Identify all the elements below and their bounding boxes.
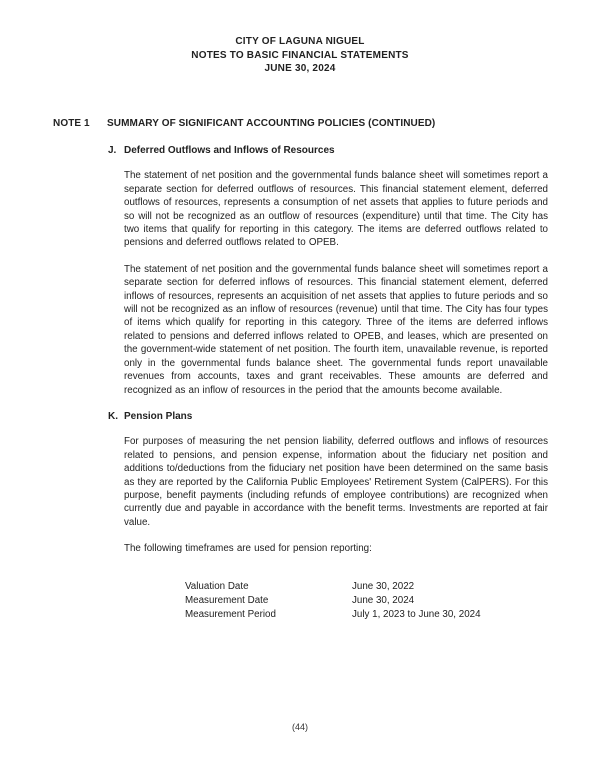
document-header bbox=[0, 35, 600, 76]
timeframe-row bbox=[185, 594, 548, 608]
section-k-letter: K. bbox=[108, 410, 118, 422]
note-title: SUMMARY OF SIGNIFICANT ACCOUNTING POLICIES (CONTINUED) bbox=[107, 118, 436, 129]
note-label: NOTE 1 bbox=[53, 118, 90, 129]
paragraph: For purposes of measuring the net pension liability, deferred outflows and inflows of resources related to pensions, and pension expense, information about the fiduciary net position and additions to/deductions from the fiduciary net position have been determined on the same basis as they are reported by the California Public Employees' Retirement System (CalPERS). For this purpose, benefit payments (including refunds of employee contributions) are recognized when currently due and payable in accordance with the benefit terms. Investments are reported at fair value. bbox=[124, 436, 548, 528]
note-heading bbox=[53, 117, 560, 130]
section-j bbox=[108, 144, 548, 397]
paragraph: The statement of net position and the governmental funds balance sheet will sometimes report a separate section for deferred outflows of resources. This financial statement element, deferred outflows of resources, represents a consumption of net assets that applies to future periods and so will not be recognized as an outflow of resources (expenditure) until that time. The City has two items that qualify for reporting in this category. The items are deferred outflows related to pensions and deferred outflows related to OPEB. bbox=[124, 170, 548, 249]
section-k-body bbox=[124, 435, 548, 621]
section-j-letter: J. bbox=[108, 145, 117, 156]
timeframe-label: Valuation Date bbox=[185, 580, 249, 592]
section-j-heading bbox=[108, 144, 548, 157]
section-k-title: Pension Plans bbox=[124, 410, 193, 422]
timeframes-table bbox=[185, 580, 548, 622]
timeframe-label: Measurement Date bbox=[185, 594, 269, 606]
timeframes-intro: The following timeframes are used for pension reporting: bbox=[124, 543, 372, 555]
timeframe-row bbox=[185, 608, 548, 622]
timeframe-label: Measurement Period bbox=[185, 608, 276, 620]
header-city-line: CITY OF LAGUNA NIGUEL bbox=[235, 36, 365, 47]
timeframe-value: June 30, 2024 bbox=[352, 594, 415, 606]
page-number: (44) bbox=[291, 722, 308, 732]
section-j-title: Deferred Outflows and Inflows of Resources bbox=[124, 145, 335, 156]
header-notes-line: NOTES TO BASIC FINANCIAL STATEMENTS bbox=[191, 49, 409, 61]
paragraph: The statement of net position and the governmental funds balance sheet will sometimes report a separate section for deferred inflows of resources. This financial statement element, deferred inflows of resources, represents an acquisition of net assets that applies to future periods and so will not be recognized as an inflow of resources (revenue) until that time. The City has four types of items which qualify for reporting in this category. Three of the items are deferred inflows related to pensions and deferred inflows related to OPEB, and leases, which are presented on the government-wide statement of net position. The fourth item, unavailable revenue, is reported only in the governmental funds balance sheet. The governmental funds report unavailable revenues from accounts, taxes and grant receivables. These amounts are deferred and recognized as an inflow of resources in the period that the amounts become available. bbox=[124, 263, 548, 396]
section-k bbox=[108, 410, 548, 622]
header-date-line: JUNE 30, 2024 bbox=[264, 63, 336, 74]
timeframe-row bbox=[185, 580, 548, 594]
timeframe-value: June 30, 2022 bbox=[352, 580, 415, 592]
section-j-body bbox=[124, 169, 548, 397]
document-body bbox=[108, 144, 548, 628]
timeframe-value: July 1, 2023 to June 30, 2024 bbox=[352, 608, 481, 620]
section-k-heading bbox=[108, 410, 548, 423]
